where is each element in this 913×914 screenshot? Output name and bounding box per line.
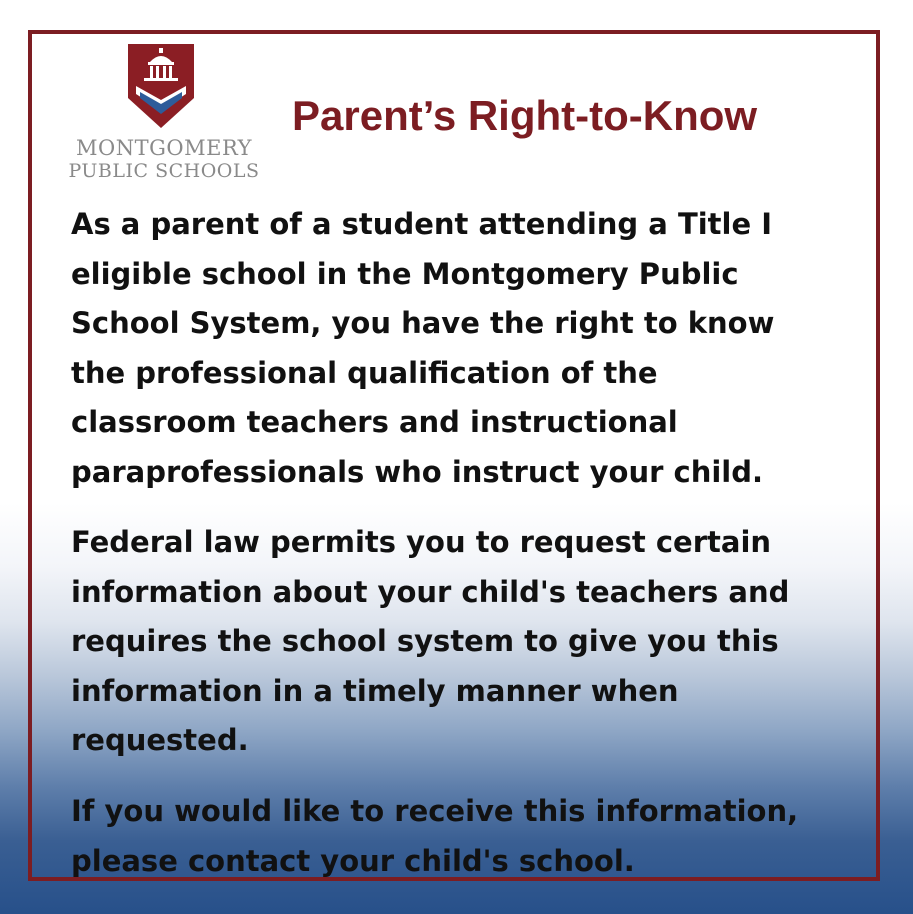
school-shield-icon bbox=[126, 42, 196, 130]
logo-text-line2: PUBLIC SCHOOLS bbox=[68, 160, 260, 182]
page-title: Parent’s Right-to-Know bbox=[292, 92, 758, 139]
paragraph-contact: If you would like to receive this information, please contact your child's school. bbox=[71, 794, 799, 878]
logo-text-line1: MONTGOMERY bbox=[76, 136, 252, 160]
paragraph-federal-law: Federal law permits you to request certain information about your child's teachers and requires the school system to give you this information in a timely manner when requested. bbox=[71, 525, 790, 757]
paragraph-right-to-know: As a parent of a student attending a Title I eligible school in the Montgomery Public School System, you have the right to know the professional qualification of the classroom teachers and instructional paraprofessionals who instruct your child. bbox=[71, 207, 775, 489]
district-logo bbox=[68, 42, 260, 184]
